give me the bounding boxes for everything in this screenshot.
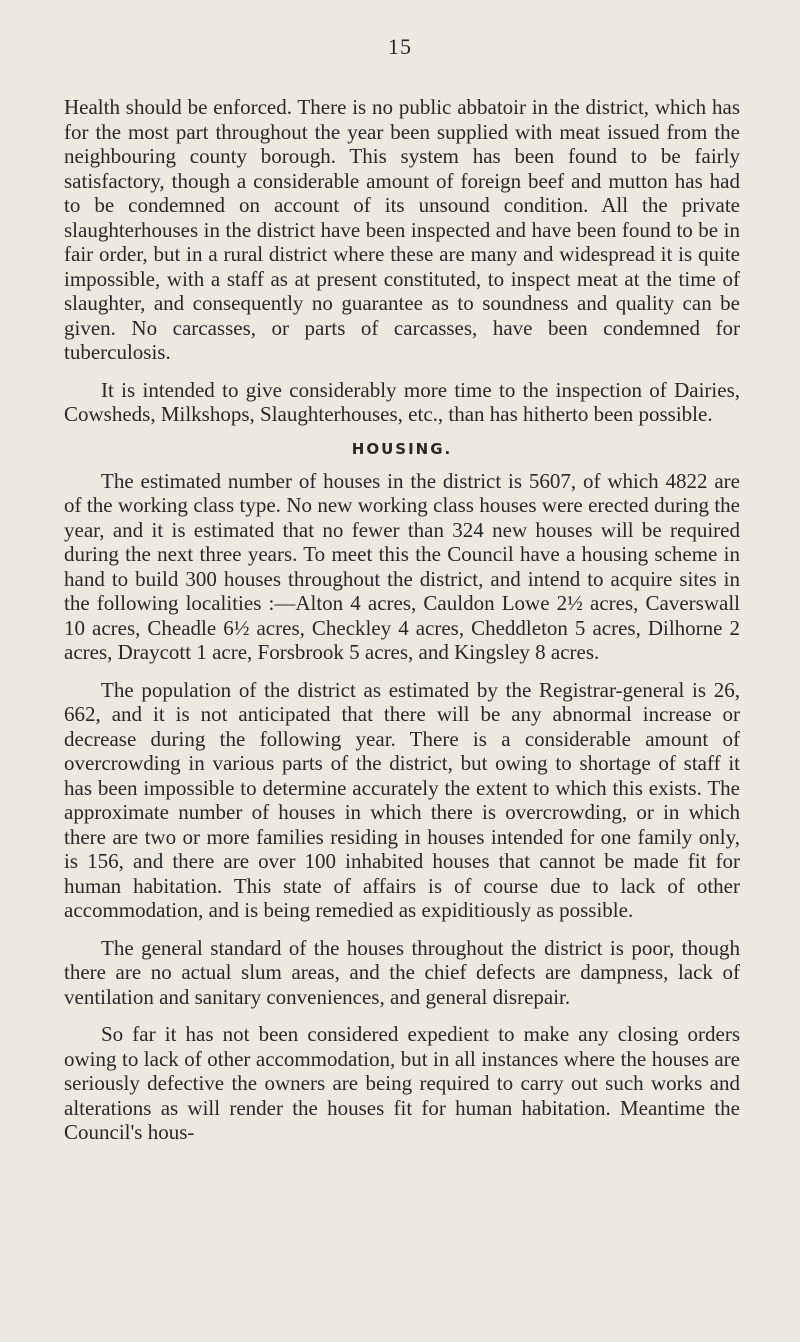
section-heading-housing: HOUSING.	[351, 439, 453, 458]
paragraph-housing-standard: The general standard of the houses throughout the district is poor, though there are no actual slum areas, and the chief defects are dampness, lack of ventilation and sanitary conveniences, and general disrepair.	[64, 935, 740, 1009]
paragraph-meat-inspection: Health should be enforced. There is no public abbatoir in the district, which has for the most part throughout the year been supplied with meat issued from the neighbouring county borough. This system has been found to be fairly satisfactory, though a considerable amount of foreign beef and mutton has had to be condemned on account of its unsound condition. All the private slaughterhouses in the district have been inspected and have been found to be in fair order, but in a rural district where these are many and widespread it is quite impossible, with a staff as at present constituted, to inspect meat at the time of slaughter, and consequently no guarantee as to soundness and quality can be given. No carcasses, or parts of carcasses, have been condemned for tuberculosis.	[64, 95, 740, 364]
page-number: 15	[388, 34, 412, 59]
paragraph-housing-estimate: The estimated number of houses in the district is 5607, of which 4822 are of the working class type. No new working class houses were erected during the year, and it is estimated that no fewer than 324 new houses will be required during the next three years. To meet this the Council have a housing scheme in hand to build 300 houses throughout the district, and intend to acquire sites in the following localities :—Alton 4 acres, Cauldon Lowe 2½ acres, Caverswall 10 acres, Cheadle 6½ acres, Checkley 4 acres, Cheddleton 5 acres, Dilhorne 2 acres, Draycott 1 acre, Forsbrook 5 acres, and Kingsley 8 acres.	[64, 468, 740, 664]
paragraph-population: The population of the district as estimated by the Registrar-general is 26, 662, and it is not anticipated that there will be any abnormal increase or decrease during the following year. There is a considerable amount of overcrowding in various parts of the district, but owing to shortage of staff it has been impossible to determine accurately the extent to which this exists. The approximate number of houses in which there is overcrowding, or in which there are two or more families residing in houses intended for one family only, is 156, and there are over 100 inhabited houses that cannot be made fit for human habitation. This state of affairs is of course due to lack of other accommodation, and is being remedied as expiditiously as possible.	[64, 677, 740, 922]
body-text	[64, 95, 740, 1158]
paragraph-inspection-plans: It is intended to give considerably more time to the inspection of Dairies, Cowsheds, Milkshops, Slaughterhouses, etc., than has hitherto been possible.	[64, 377, 740, 426]
paragraph-closing-orders: So far it has not been considered expedient to make any closing orders owing to lack of other accommodation, but in all instances where the houses are seriously defective the owners are being required to carry out such works and alterations as will render the houses fit for human habitation. Meantime the Council's hous-	[64, 1022, 740, 1144]
